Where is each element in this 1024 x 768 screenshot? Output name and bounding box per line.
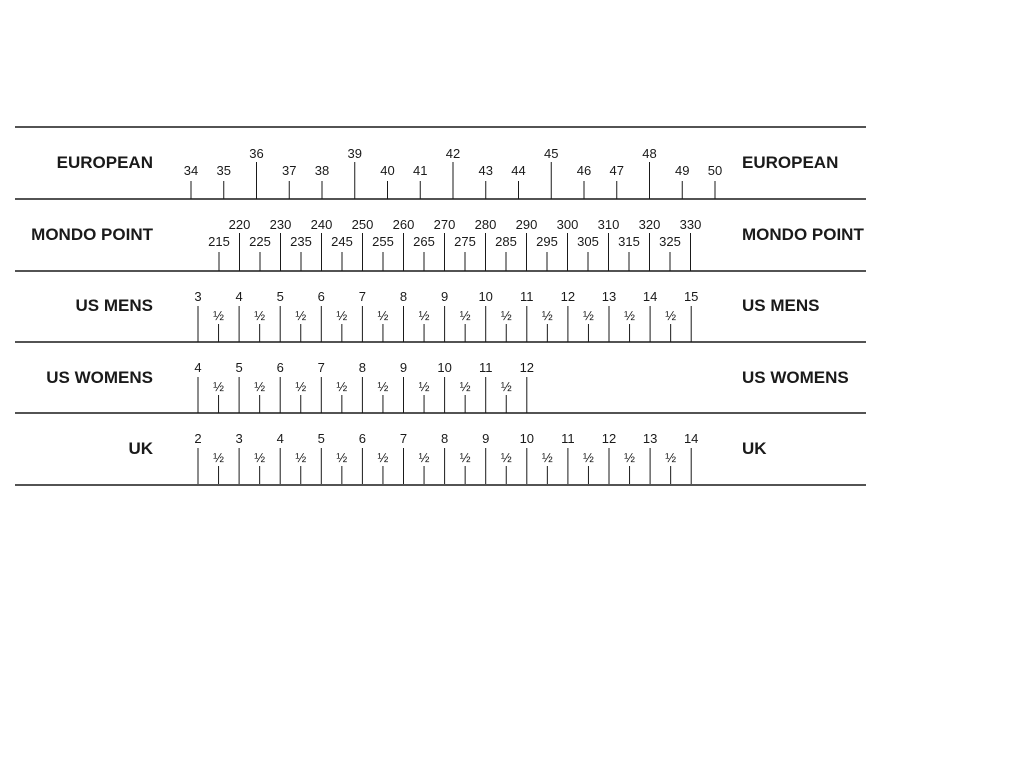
uk-half-label: ½ xyxy=(541,450,553,465)
uk-size-label: 9 xyxy=(482,431,490,446)
us-womens-size-label: 12 xyxy=(519,360,535,375)
mondo-point-size-label: 225 xyxy=(249,234,271,249)
mondo-point-size-label: 315 xyxy=(618,234,640,249)
european-size-label: 35 xyxy=(216,163,231,178)
mondo-point-size-label: 240 xyxy=(310,217,333,232)
row-label-european-left: EUROPEAN xyxy=(56,153,153,172)
us-mens-half-label: ½ xyxy=(336,308,348,323)
uk-half-label: ½ xyxy=(336,450,348,465)
mondo-point-size-label: 310 xyxy=(597,217,620,232)
us-womens-size-label: 8 xyxy=(358,360,367,375)
row-label-us-mens-left: US MENS xyxy=(75,296,153,315)
row-label-uk-right: UK xyxy=(742,439,767,458)
mondo-point-size-label: 300 xyxy=(556,217,579,232)
row-label-mondo-point-left: MONDO POINT xyxy=(31,225,153,244)
us-womens-half-label: ½ xyxy=(213,379,224,394)
uk-size-label: 4 xyxy=(276,431,284,446)
mondo-point-size-label: 255 xyxy=(372,234,394,249)
us-mens-size-label: 8 xyxy=(399,289,408,304)
us-mens-half-label: ½ xyxy=(459,308,471,323)
us-womens-size-label: 6 xyxy=(276,360,284,375)
uk-size-label: 11 xyxy=(561,431,575,446)
row-label-us-womens-right: US WOMENS xyxy=(742,368,849,387)
row-label-european-right: EUROPEAN xyxy=(742,153,839,172)
uk-half-label: ½ xyxy=(583,450,594,465)
row-label-us-mens-right: US MENS xyxy=(742,296,820,315)
european-size-label: 41 xyxy=(413,163,428,178)
uk-size-label: 3 xyxy=(235,431,243,446)
european-size-label: 47 xyxy=(609,163,624,178)
mondo-point-size-label: 250 xyxy=(351,217,374,232)
us-mens-half-label: ½ xyxy=(624,308,635,323)
uk-half-label: ½ xyxy=(418,450,430,465)
size-scales xyxy=(184,146,722,484)
mondo-point-size-label: 275 xyxy=(454,234,476,249)
mondo-point-size-label: 265 xyxy=(413,234,435,249)
uk-half-label: ½ xyxy=(459,450,471,465)
mondo-point-size-label: 325 xyxy=(659,234,681,249)
us-mens-half-label: ½ xyxy=(295,308,307,323)
european-size-label: 34 xyxy=(183,163,199,178)
us-womens-size-label: 9 xyxy=(399,360,408,375)
us-mens-size-label: 7 xyxy=(358,289,367,304)
us-womens-size-label: 10 xyxy=(437,360,452,375)
european-size-label: 48 xyxy=(642,146,657,161)
mondo-point-size-label: 235 xyxy=(290,234,312,249)
uk-half-label: ½ xyxy=(295,450,307,465)
us-mens-half-label: ½ xyxy=(665,308,677,323)
mondo-point-size-label: 245 xyxy=(331,234,353,249)
uk-size-label: 14 xyxy=(683,431,699,446)
us-mens-size-label: 9 xyxy=(440,289,449,304)
us-mens-half-label: ½ xyxy=(213,308,224,323)
mondo-point-size-label: 230 xyxy=(269,217,292,232)
uk-half-label: ½ xyxy=(213,450,224,465)
uk-size-label: 2 xyxy=(194,431,202,446)
uk-half-label: ½ xyxy=(665,450,677,465)
mondo-point-size-label: 285 xyxy=(495,234,517,249)
us-mens-size-label: 15 xyxy=(683,289,699,304)
european-size-label: 42 xyxy=(445,146,461,161)
mondo-point-size-label: 295 xyxy=(536,234,558,249)
european-size-label: 49 xyxy=(675,163,690,178)
mondo-point-size-label: 290 xyxy=(515,217,538,232)
us-mens-size-label: 12 xyxy=(560,289,576,304)
us-mens-size-label: 4 xyxy=(235,289,243,304)
european-size-label: 46 xyxy=(576,163,592,178)
uk-size-label: 8 xyxy=(440,431,449,446)
us-mens-half-label: ½ xyxy=(500,308,512,323)
mondo-point-size-label: 330 xyxy=(679,217,702,232)
us-womens-half-label: ½ xyxy=(500,379,512,394)
us-womens-half-label: ½ xyxy=(418,379,430,394)
us-mens-size-label: 5 xyxy=(276,289,284,304)
us-mens-size-label: 10 xyxy=(478,289,493,304)
row-label-mondo-point-right: MONDO POINT xyxy=(742,225,864,244)
us-mens-half-label: ½ xyxy=(418,308,430,323)
uk-size-label: 13 xyxy=(642,431,658,446)
uk-half-label: ½ xyxy=(377,450,389,465)
european-size-label: 38 xyxy=(314,163,330,178)
european-size-label: 50 xyxy=(707,163,723,178)
european-size-label: 44 xyxy=(511,163,526,178)
us-womens-half-label: ½ xyxy=(254,379,266,394)
us-mens-size-label: 6 xyxy=(317,289,325,304)
us-womens-size-label: 5 xyxy=(235,360,243,375)
us-womens-size-label: 4 xyxy=(194,360,202,375)
european-size-label: 36 xyxy=(249,146,264,161)
us-mens-half-label: ½ xyxy=(254,308,266,323)
row-label-uk-left: UK xyxy=(128,439,153,458)
mondo-point-size-label: 305 xyxy=(577,234,599,249)
european-size-label: 37 xyxy=(282,163,297,178)
mondo-point-size-label: 280 xyxy=(474,217,497,232)
us-mens-size-label: 14 xyxy=(642,289,658,304)
european-size-label: 40 xyxy=(380,163,395,178)
us-womens-half-label: ½ xyxy=(336,379,348,394)
uk-half-label: ½ xyxy=(254,450,266,465)
us-womens-half-label: ½ xyxy=(377,379,389,394)
us-womens-half-label: ½ xyxy=(459,379,471,394)
uk-size-label: 5 xyxy=(317,431,325,446)
uk-size-label: 7 xyxy=(399,431,408,446)
uk-size-label: 10 xyxy=(519,431,535,446)
mondo-point-size-label: 220 xyxy=(228,217,251,232)
us-mens-size-label: 11 xyxy=(520,289,534,304)
us-womens-size-label: 11 xyxy=(478,360,493,375)
us-mens-half-label: ½ xyxy=(541,308,553,323)
us-womens-half-label: ½ xyxy=(295,379,307,394)
mondo-point-size-label: 215 xyxy=(208,234,230,249)
us-mens-size-label: 13 xyxy=(601,289,617,304)
uk-half-label: ½ xyxy=(500,450,512,465)
mondo-point-size-label: 260 xyxy=(392,217,415,232)
uk-size-label: 6 xyxy=(358,431,367,446)
mondo-point-size-label: 270 xyxy=(433,217,456,232)
us-mens-half-label: ½ xyxy=(583,308,594,323)
us-womens-size-label: 7 xyxy=(317,360,325,375)
european-size-label: 45 xyxy=(544,146,559,161)
us-mens-half-label: ½ xyxy=(377,308,389,323)
mondo-point-size-label: 320 xyxy=(638,217,661,232)
row-label-us-womens-left: US WOMENS xyxy=(46,368,153,387)
uk-half-label: ½ xyxy=(624,450,635,465)
european-size-label: 43 xyxy=(478,163,493,178)
us-mens-size-label: 3 xyxy=(194,289,202,304)
european-size-label: 39 xyxy=(347,146,362,161)
uk-size-label: 12 xyxy=(601,431,617,446)
